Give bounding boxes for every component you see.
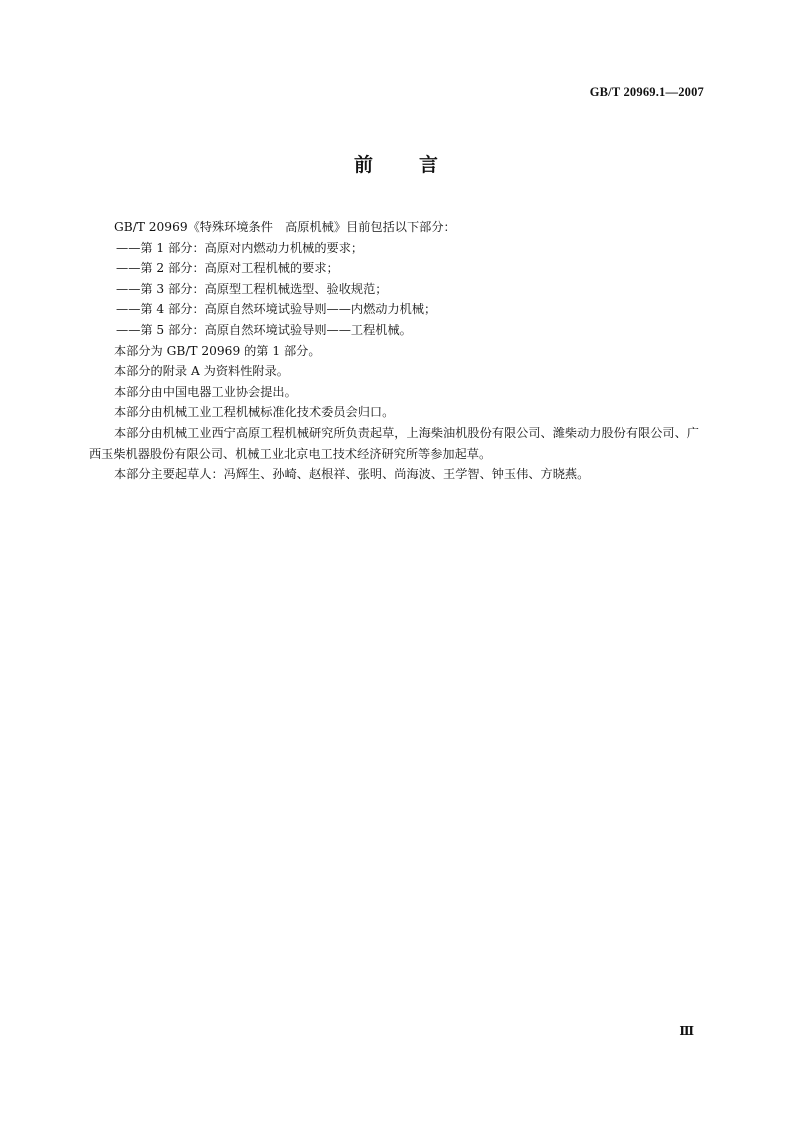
paragraph-annex: 本部分的附录 A 为资料性附录。 — [114, 364, 289, 379]
standard-number-header: GB/T 20969.1—2007 — [589, 85, 704, 99]
paragraph-committee: 本部分由机械工业工程机械标准化技术委员会归口。 — [114, 405, 395, 420]
list-item-part-2: ——第 2 部分：高原对工程机械的要求； — [116, 261, 339, 276]
list-item-part-4: ——第 4 部分：高原自然环境试验导则——内燃动力机械； — [116, 302, 437, 317]
paragraph-proposer: 本部分由中国电器工业协会提出。 — [114, 384, 297, 399]
title-char-1: 前 — [353, 154, 375, 176]
title-char-2: 言 — [419, 154, 441, 176]
list-item-part-5: ——第 5 部分：高原自然环境试验导则——工程机械。 — [116, 322, 412, 337]
paragraph-part-statement: 本部分为 GB/T 20969 的第 1 部分。 — [114, 343, 321, 358]
intro-paragraph: GB/T 20969《特殊环境条件 高原机械》目前包括以下部分： — [114, 220, 456, 234]
list-item-part-1: ——第 1 部分：高原对内燃动力机械的要求； — [116, 240, 364, 255]
page-number: Ⅲ — [679, 1024, 694, 1038]
paragraph-drafters: 本部分主要起草人：冯辉生、孙崎、赵根祥、张明、尚海波、王学智、钟玉伟、方晓燕。 — [114, 467, 590, 482]
foreword-body — [89, 217, 707, 485]
page-title — [0, 150, 794, 177]
paragraph-drafting-organizations: 本部分由机械工业西宁高原工程机械研究所负责起草，上海柴油机股份有限公司、潍柴动力股份有限公司、广西玉柴机器股份有限公司、机械工业北京电工技术经济研究所等参加起草。 — [89, 425, 699, 461]
list-item-part-3: ——第 3 部分：高原型工程机械选型、验收规范； — [116, 281, 388, 296]
